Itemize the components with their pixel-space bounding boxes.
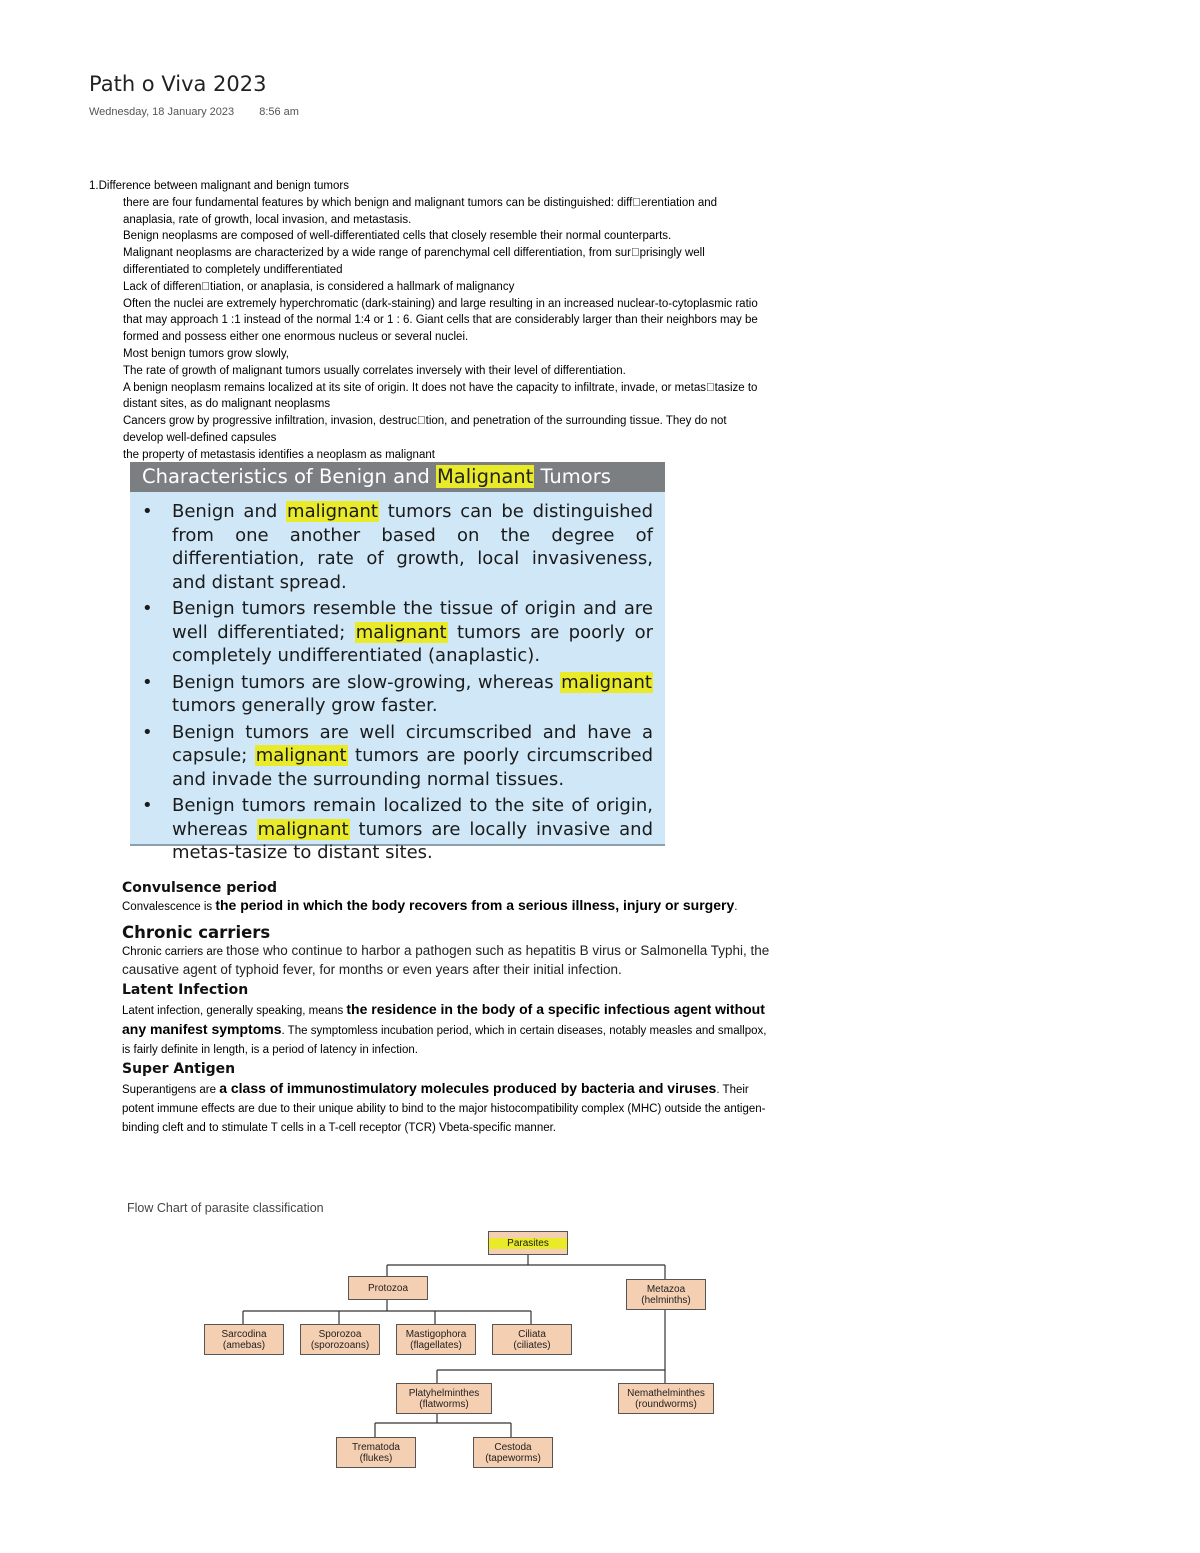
definition-text: Superantigens are [122, 1084, 220, 1096]
node-sublabel: (helminths) [641, 1294, 691, 1306]
node-label: Cestoda [494, 1441, 532, 1453]
bullet-text: tumors can be distinguished from one another based on the degree of differentiation, rate of growth, local invasiveness, and distant spread. [172, 501, 653, 593]
node-sublabel: (flatworms) [419, 1398, 469, 1410]
bullet-text: tumors are poorly circumscribed and invade the surrounding normal tissues. [172, 745, 654, 790]
note-line: the property of metastasis identifies a neoplasm as malignant [123, 448, 435, 461]
highlight-word: malignant [561, 671, 652, 693]
bullet-icon: • [142, 795, 153, 816]
node-label: Platyhelminthes [408, 1387, 480, 1399]
super-antigen-heading: Super Antigen [122, 1061, 236, 1077]
bullet-icon: • [142, 721, 153, 743]
node-mastigophora [396, 1324, 476, 1355]
note-line: Often the nuclei are extremely hyperchromatic (dark-staining) and large resulting in an increased nuclear-to-cytoplasmic ratio that may approach 1 :1 instead of the normal 1:4 or 1 : 6. Giant cells that are considerably larger than their neighbors may be formed and possess either one enormous nucleus or several nuclei. [123, 297, 758, 344]
node-sarcodina [204, 1324, 284, 1355]
node-label: Trematoda [352, 1441, 400, 1453]
node-sporozoa [300, 1324, 380, 1355]
node-nemathelminthes [618, 1383, 714, 1414]
latent-heading: Latent Infection [122, 982, 249, 998]
node-label: Mastigophora [405, 1328, 467, 1340]
definition-bold: the residence in the body of a specific infectious agent without any manifest symptoms [122, 1001, 765, 1037]
slide-title-highlight: Malignant [436, 465, 534, 488]
node-metazoa [626, 1279, 706, 1310]
node-label: Sporozoa [318, 1328, 362, 1340]
slide-title-text: Tumors [534, 465, 611, 488]
node-label: Parasites [489, 1238, 567, 1249]
page-date: Wednesday, 18 January 2023 [89, 106, 235, 118]
definition-text: Latent infection, generally speaking, means [122, 1005, 347, 1017]
section-heading: 1.Difference between malignant and benign tumors [89, 180, 349, 192]
node-sublabel: (ciliates) [513, 1339, 551, 1351]
node-trematoda [336, 1437, 416, 1468]
node-label: Nemathelminthes [627, 1387, 705, 1399]
node-label: Sarcodina [221, 1328, 267, 1340]
note-line: Most benign tumors grow slowly, [123, 347, 289, 360]
bullet-text: Benign tumors are well circumscribed and have a capsule; [172, 721, 653, 766]
bullet-icon: • [142, 598, 153, 619]
bullet-text: tumors are locally invasive and metas-tasize to distant sites. [172, 818, 653, 863]
node-cestoda [473, 1437, 553, 1468]
node-protozoa [348, 1276, 428, 1300]
highlight-word: malignant [355, 621, 447, 643]
page-time: 8:56 am [259, 106, 299, 118]
node-label: Protozoa [367, 1282, 409, 1294]
note-line: there are four fundamental features by which benign and malignant tumors can be distinguished: diff erentiation and anaplasia, rate of growth, local invasion, and metastasis. [123, 196, 718, 226]
node-sublabel: (tapeworms) [485, 1452, 541, 1464]
bullet-icon: • [142, 501, 153, 522]
node-sublabel: (roundworms) [635, 1398, 697, 1410]
flowchart-caption: Flow Chart of parasite classification [127, 1201, 324, 1215]
definition-bold: the period in which the body recovers from a serious illness, injury or surgery [215, 897, 735, 913]
node-parasites [488, 1231, 568, 1255]
node-platyhelminthes [396, 1383, 492, 1414]
bullet-text: tumors are poorly or completely undifferentiated (anaplastic). [172, 621, 653, 666]
definition-bold: a class of immunostimulatory molecules produced by bacteria and viruses [219, 1080, 717, 1096]
definition-text: . Their potent immune effects are due to their unique ability to bind to the major histocompatibility complex (MHC) outside the antigen-binding cleft and to stimulate T cells in a T-cell receptor (TCR) Vbeta-specific manner. [122, 1084, 766, 1134]
note-line: The rate of growth of malignant tumors usually correlates inversely with their level of differentiation. [123, 364, 626, 377]
definition-text: those who continue to harbor a pathogen such as hepatitis B virus or Salmonella Typhi, the causative agent of typhoid fever, for months or even years after their initial infection. [122, 943, 770, 977]
node-label: Metazoa [646, 1283, 686, 1295]
node-sublabel: (flagellates) [410, 1339, 462, 1351]
slide-title-text: Characteristics of Benign and [142, 465, 436, 488]
node-sublabel: (sporozoans) [310, 1339, 370, 1351]
node-sublabel: (flukes) [359, 1452, 393, 1464]
highlight-word: malignant [257, 818, 349, 840]
note-line: Malignant neoplasms are characterized by a wide range of parenchymal cell differentiation, from sur prisingly well differentiated to completely undifferentiated [123, 247, 705, 276]
bullet-icon: • [142, 671, 153, 693]
definition-text: . [734, 901, 738, 913]
bullet-text: Benign tumors resemble the tissue of origin and are well differentiated; [172, 598, 653, 643]
node-label: Ciliata [518, 1328, 546, 1340]
note-line: Benign neoplasms are composed of well-differentiated cells that closely resemble their normal counterparts. [123, 230, 672, 243]
chronic-heading: Chronic carriers [122, 923, 271, 942]
note-line: Lack of differen tiation, or anaplasia, is considered a hallmark of malignancy [123, 280, 515, 293]
highlight-word: malignant [287, 501, 378, 522]
note-line: Cancers grow by progressive infiltration, invasion, destruc tion, and penetration of the surrounding tissue. They do not develop well-defined capsules [123, 415, 727, 444]
convulsence-heading: Convulsence period [122, 880, 278, 896]
bullet-text: Benign tumors are slow-growing, whereas [172, 671, 561, 693]
node-ciliata [492, 1324, 572, 1355]
note-line: A benign neoplasm remains localized at its site of origin. It does not have the capacity to infiltrate, invade, or metas tasize to distant sites, as do malignant neoplasms [123, 381, 758, 411]
bullet-text: Benign and [172, 501, 287, 522]
bullet-text: tumors generally grow faster. [172, 695, 438, 716]
definition-text: Chronic carriers are [122, 946, 227, 958]
bullet-text: Benign tumors remain localized to the site of origin, whereas [172, 795, 653, 840]
node-sublabel: (amebas) [222, 1339, 266, 1351]
definition-text: . The symptomless incubation period, which in certain diseases, notably measles and smallpox, is fairly definite in length, is a period of latency in infection. [122, 1025, 767, 1056]
definition-text: Convalescence is [122, 901, 216, 913]
page-title: Path o Viva 2023 [89, 72, 267, 96]
highlight-word: malignant [255, 745, 347, 766]
